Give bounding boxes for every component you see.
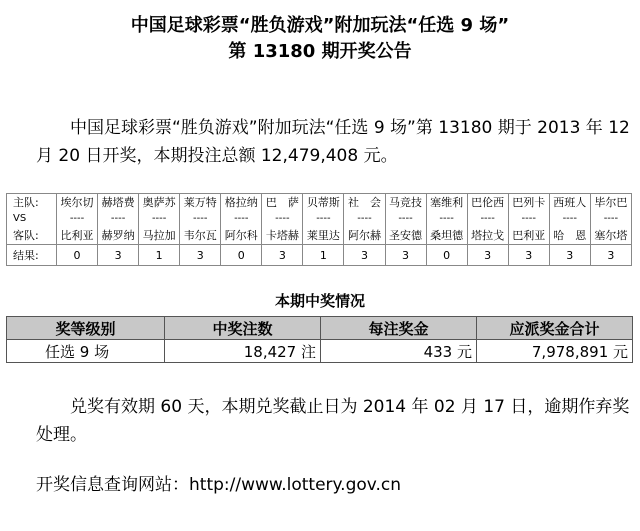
match-result: 3 bbox=[549, 245, 590, 266]
page-subtitle: 第 13180 期开奖公告 bbox=[228, 41, 412, 62]
home-team: 奥萨苏 bbox=[139, 194, 180, 212]
website-line: 开奖信息查询网站：http://www.lottery.gov.cn bbox=[36, 475, 402, 495]
away-team: 阿尔科 bbox=[221, 226, 262, 245]
vs-mark: ---- bbox=[221, 211, 262, 226]
vs-mark: ---- bbox=[508, 211, 549, 226]
match-result: 0 bbox=[221, 245, 262, 266]
vs-label: VS bbox=[7, 211, 57, 226]
away-team-row bbox=[7, 226, 632, 245]
redemption-notice: 兑奖有效期 60 天，本期兑奖截止日为 2014 年 02 月 17 日，逾期作弃奖处理。 bbox=[36, 397, 630, 445]
home-team: 莱万特 bbox=[180, 194, 221, 212]
home-team: 贝蒂斯 bbox=[303, 194, 344, 212]
match-result: 3 bbox=[344, 245, 385, 266]
away-team: 马拉加 bbox=[139, 226, 180, 245]
match-result: 3 bbox=[98, 245, 139, 266]
home-team: 巴列卡 bbox=[508, 194, 549, 212]
prize-section-title: 本期中奖情况 bbox=[274, 292, 365, 310]
away-team: 赫罗纳 bbox=[98, 226, 139, 245]
home-team: 巴 萨 bbox=[262, 194, 303, 212]
header-total: 应派奖金合计 bbox=[477, 317, 633, 340]
vs-mark: ---- bbox=[549, 211, 590, 226]
vs-mark: ---- bbox=[98, 211, 139, 226]
home-team: 西班人 bbox=[549, 194, 590, 212]
vs-mark: ---- bbox=[180, 211, 221, 226]
table-row bbox=[7, 340, 633, 363]
header-per-bet: 每注奖金 bbox=[321, 317, 477, 340]
away-team: 塔拉戈 bbox=[467, 226, 508, 245]
home-team: 赫塔费 bbox=[98, 194, 139, 212]
match-result: 3 bbox=[590, 245, 631, 266]
away-team: 圣安德 bbox=[385, 226, 426, 245]
prize-per-bet: 433 元 bbox=[321, 340, 477, 363]
result-row bbox=[7, 245, 632, 266]
prize-table bbox=[6, 316, 633, 363]
away-team: 阿尔赫 bbox=[344, 226, 385, 245]
away-team: 巴利亚 bbox=[508, 226, 549, 245]
vs-mark: ---- bbox=[262, 211, 303, 226]
away-team: 莱里达 bbox=[303, 226, 344, 245]
vs-mark: ---- bbox=[344, 211, 385, 226]
away-label: 客队: bbox=[7, 226, 57, 245]
prize-level: 任选 9 场 bbox=[7, 340, 165, 363]
home-label: 主队: bbox=[7, 194, 57, 212]
intro-paragraph: 中国足球彩票“胜负游戏”附加玩法“任选 9 场”第 13180 期于 2013 年 12 月 20 日开奖，本期投注总额 12,479,408 元。 bbox=[36, 118, 630, 166]
home-team: 毕尔巴 bbox=[590, 194, 631, 212]
header-level: 奖等级别 bbox=[7, 317, 165, 340]
home-team-row bbox=[7, 194, 632, 212]
match-result: 1 bbox=[139, 245, 180, 266]
home-team: 埃尔切 bbox=[57, 194, 98, 212]
prize-total: 7,978,891 元 bbox=[477, 340, 633, 363]
home-team: 马竞技 bbox=[385, 194, 426, 212]
vs-mark: ---- bbox=[385, 211, 426, 226]
away-team: 塞尔塔 bbox=[590, 226, 631, 245]
match-result: 3 bbox=[508, 245, 549, 266]
home-team: 社 会 bbox=[344, 194, 385, 212]
away-team: 哈 恩 bbox=[549, 226, 590, 245]
match-result: 3 bbox=[385, 245, 426, 266]
away-team: 卡塔赫 bbox=[262, 226, 303, 245]
away-team: 桑坦德 bbox=[426, 226, 467, 245]
prize-count: 18,427 注 bbox=[165, 340, 321, 363]
vs-mark: ---- bbox=[590, 211, 631, 226]
home-team: 巴伦西 bbox=[467, 194, 508, 212]
away-team: 韦尔瓦 bbox=[180, 226, 221, 245]
match-result: 1 bbox=[303, 245, 344, 266]
match-result: 3 bbox=[180, 245, 221, 266]
match-grid bbox=[6, 193, 632, 266]
away-team: 比利亚 bbox=[57, 226, 98, 245]
vs-mark: ---- bbox=[426, 211, 467, 226]
match-result: 0 bbox=[57, 245, 98, 266]
vs-mark: ---- bbox=[139, 211, 180, 226]
match-result: 3 bbox=[262, 245, 303, 266]
match-result: 0 bbox=[426, 245, 467, 266]
prize-table-header bbox=[7, 317, 633, 340]
vs-row bbox=[7, 211, 632, 226]
match-result: 3 bbox=[467, 245, 508, 266]
vs-mark: ---- bbox=[57, 211, 98, 226]
header-count: 中奖注数 bbox=[165, 317, 321, 340]
vs-mark: ---- bbox=[303, 211, 344, 226]
page-title: 中国足球彩票“胜负游戏”附加玩法“任选 9 场” bbox=[130, 15, 510, 36]
home-team: 塞维利 bbox=[426, 194, 467, 212]
vs-mark: ---- bbox=[467, 211, 508, 226]
result-label: 结果: bbox=[7, 245, 57, 266]
home-team: 格拉纳 bbox=[221, 194, 262, 212]
